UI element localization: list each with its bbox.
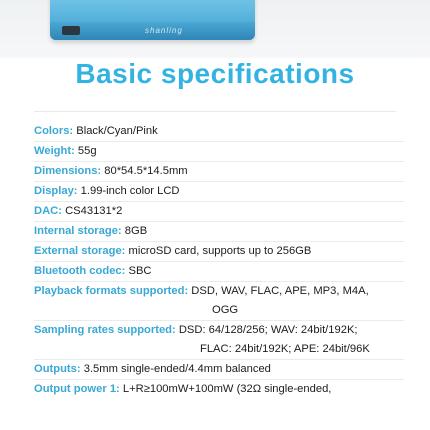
spec-label: Dimensions: bbox=[34, 165, 102, 177]
row-divider bbox=[34, 141, 404, 142]
spec-row-colors bbox=[34, 124, 404, 139]
row-divider bbox=[34, 261, 404, 262]
spec-row-bluetooth-codec bbox=[34, 264, 404, 279]
spec-label: Weight: bbox=[34, 145, 75, 157]
spec-value: microSD card, supports up to 256GB bbox=[128, 245, 312, 257]
spec-value-continued: OGG bbox=[212, 304, 239, 316]
spec-label: Outputs: bbox=[34, 363, 81, 375]
device-engraving: shanling bbox=[145, 26, 183, 35]
row-divider bbox=[34, 320, 404, 321]
product-image bbox=[0, 0, 430, 58]
spec-value: DSD: 64/128/256; WAV: 24bit/192K; bbox=[178, 324, 358, 336]
spec-value: 3.5mm single-ended/4.4mm balanced bbox=[83, 363, 271, 375]
spec-row-sampling-rates bbox=[34, 323, 404, 338]
spec-row-dimensions bbox=[34, 164, 404, 179]
spec-value: CS43131*2 bbox=[65, 205, 123, 217]
title-divider bbox=[34, 111, 396, 112]
spec-row-playback-formats-cont bbox=[34, 303, 404, 318]
spec-value: 55g bbox=[77, 145, 97, 157]
row-divider bbox=[34, 241, 404, 242]
spec-row-display bbox=[34, 184, 404, 199]
spec-list bbox=[34, 124, 404, 397]
spec-label: DAC: bbox=[34, 205, 62, 217]
spec-label: Sampling rates supported: bbox=[34, 324, 176, 336]
spec-row-external-storage bbox=[34, 244, 404, 259]
spec-label: Internal storage: bbox=[34, 225, 122, 237]
spec-label: Output power 1: bbox=[34, 383, 120, 395]
spec-value: 80*54.5*14.5mm bbox=[104, 165, 188, 177]
row-divider bbox=[34, 281, 404, 282]
spec-row-weight bbox=[34, 144, 404, 159]
spec-label: Display: bbox=[34, 185, 78, 197]
spec-value: 1.99-inch color LCD bbox=[80, 185, 180, 197]
spec-value: 8GB bbox=[124, 225, 148, 237]
row-divider bbox=[34, 181, 404, 182]
spec-row-output-power bbox=[34, 382, 404, 397]
spec-row-outputs bbox=[34, 362, 404, 377]
page-title: Basic specifications bbox=[75, 58, 355, 89]
spec-value: DSD, WAV, FLAC, APE, MP3, M4A, bbox=[191, 285, 369, 297]
spec-label: Playback formats supported: bbox=[34, 285, 189, 297]
device-port bbox=[62, 26, 80, 35]
spec-value: Black/Cyan/Pink bbox=[76, 125, 158, 137]
device-illustration bbox=[50, 0, 255, 40]
spec-value: SBC bbox=[128, 265, 152, 277]
spec-row-sampling-rates-cont bbox=[34, 342, 404, 357]
row-divider bbox=[34, 201, 404, 202]
spec-row-playback-formats bbox=[34, 284, 404, 299]
spec-row-internal-storage bbox=[34, 224, 404, 239]
spec-value: L+R≥100mW+100mW (32Ω single-ended, bbox=[122, 383, 332, 395]
spec-label: Bluetooth codec: bbox=[34, 265, 126, 277]
spec-value-continued: FLAC: 24bit/192K; APE: 24bit/96K bbox=[200, 343, 370, 355]
row-divider bbox=[34, 359, 404, 360]
row-divider bbox=[34, 161, 404, 162]
spec-label: Colors: bbox=[34, 125, 74, 137]
spec-row-dac bbox=[34, 204, 404, 219]
row-divider bbox=[34, 379, 404, 380]
row-divider bbox=[34, 221, 404, 222]
spec-label: External storage: bbox=[34, 245, 126, 257]
